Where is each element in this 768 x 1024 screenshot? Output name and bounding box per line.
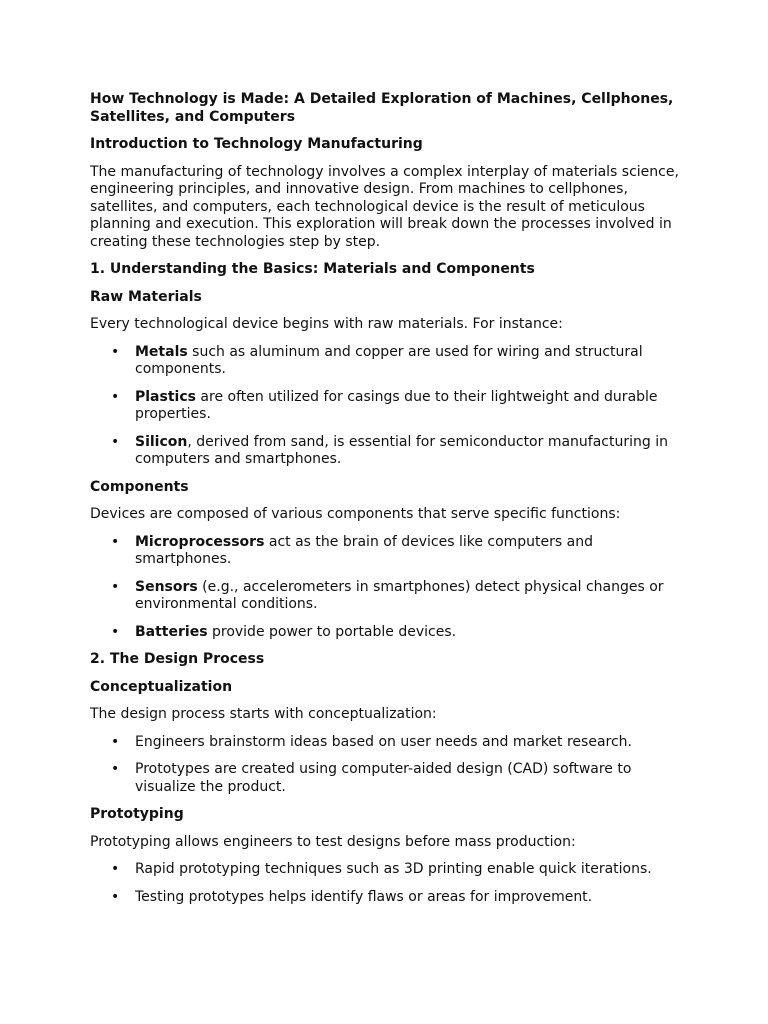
section-1-heading: 1. Understanding the Basics: Materials and Components xyxy=(90,261,535,277)
section-2-heading: 2. The Design Process xyxy=(90,651,265,667)
list-item-text: Rapid prototyping techniques such as 3D printing enable quick iterations. xyxy=(135,861,652,877)
list-item-text: (e.g., accelerometers in smartphones) detect physical changes or environmental conditions. xyxy=(135,578,664,612)
raw-materials-heading: Raw Materials xyxy=(90,288,202,305)
list-item xyxy=(90,579,690,614)
bullet-icon: • xyxy=(111,533,120,550)
document-title: How Technology is Made: A Detailed Exploration of Machines, Cellphones, Satellites, and Computers xyxy=(90,91,674,125)
bullet-icon: • xyxy=(111,433,120,450)
conceptualization-list xyxy=(90,734,690,797)
list-item-text: Testing prototypes helps identify flaws or areas for improvement. xyxy=(135,888,593,905)
bullet-icon: • xyxy=(111,888,120,905)
components-lead: Devices are composed of various components that serve specific functions: xyxy=(90,506,621,522)
list-item xyxy=(90,389,690,424)
conceptualization-heading: Conceptualization xyxy=(90,678,233,695)
list-item xyxy=(90,534,690,569)
bullet-icon: • xyxy=(111,623,120,640)
list-item-text: Prototypes are created using computer-aided design (CAD) software to visualize the product. xyxy=(135,761,632,795)
prototyping-heading: Prototyping xyxy=(90,806,184,822)
list-item xyxy=(90,889,690,907)
prototyping-list xyxy=(90,861,690,906)
list-item-text: such as aluminum and copper are used for wiring and structural components. xyxy=(135,343,643,377)
list-item xyxy=(90,734,690,752)
intro-paragraph: The manufacturing of technology involves a complex interplay of materials science, engineering principles, and innovative design. From machines to cellphones, satellites, and computers, each technological device is the result of meticulous planning and execution. This exploration will break down the processes involved in creating these technologies step by step. xyxy=(90,163,679,250)
bullet-icon: • xyxy=(111,861,120,877)
list-item xyxy=(90,624,690,642)
list-item-text: provide power to portable devices. xyxy=(207,623,457,640)
conceptualization-lead: The design process starts with conceptualization: xyxy=(90,706,437,722)
components-heading: Components xyxy=(90,478,189,495)
raw-materials-list xyxy=(90,344,690,469)
bullet-icon: • xyxy=(111,343,120,360)
list-item-term: Microprocessors xyxy=(135,533,265,550)
intro-heading: Introduction to Technology Manufacturing xyxy=(90,136,423,152)
bullet-icon: • xyxy=(111,733,120,750)
list-item-term: Metals xyxy=(135,343,188,360)
list-item-term: Sensors xyxy=(135,578,198,595)
raw-materials-lead: Every technological device begins with raw materials. For instance: xyxy=(90,316,563,332)
bullet-icon: • xyxy=(111,388,120,405)
list-item-term: Silicon xyxy=(135,433,188,450)
components-list xyxy=(90,534,690,642)
bullet-icon: • xyxy=(111,578,120,595)
list-item-term: Plastics xyxy=(135,388,196,405)
list-item xyxy=(90,344,690,379)
list-item-term: Batteries xyxy=(135,623,208,640)
list-item-text: act as the brain of devices like computers and smartphones. xyxy=(135,533,593,567)
document-body xyxy=(90,91,690,916)
list-item-text: Engineers brainstorm ideas based on user needs and market research. xyxy=(135,733,632,750)
list-item xyxy=(90,761,690,796)
list-item-text: , derived from sand, is essential for semiconductor manufacturing in computers and smartphones. xyxy=(135,433,668,467)
bullet-icon: • xyxy=(111,761,120,777)
list-item-text: are often utilized for casings due to their lightweight and durable properties. xyxy=(135,388,658,422)
list-item xyxy=(90,434,690,469)
prototyping-lead: Prototyping allows engineers to test designs before mass production: xyxy=(90,833,576,850)
list-item xyxy=(90,861,690,879)
